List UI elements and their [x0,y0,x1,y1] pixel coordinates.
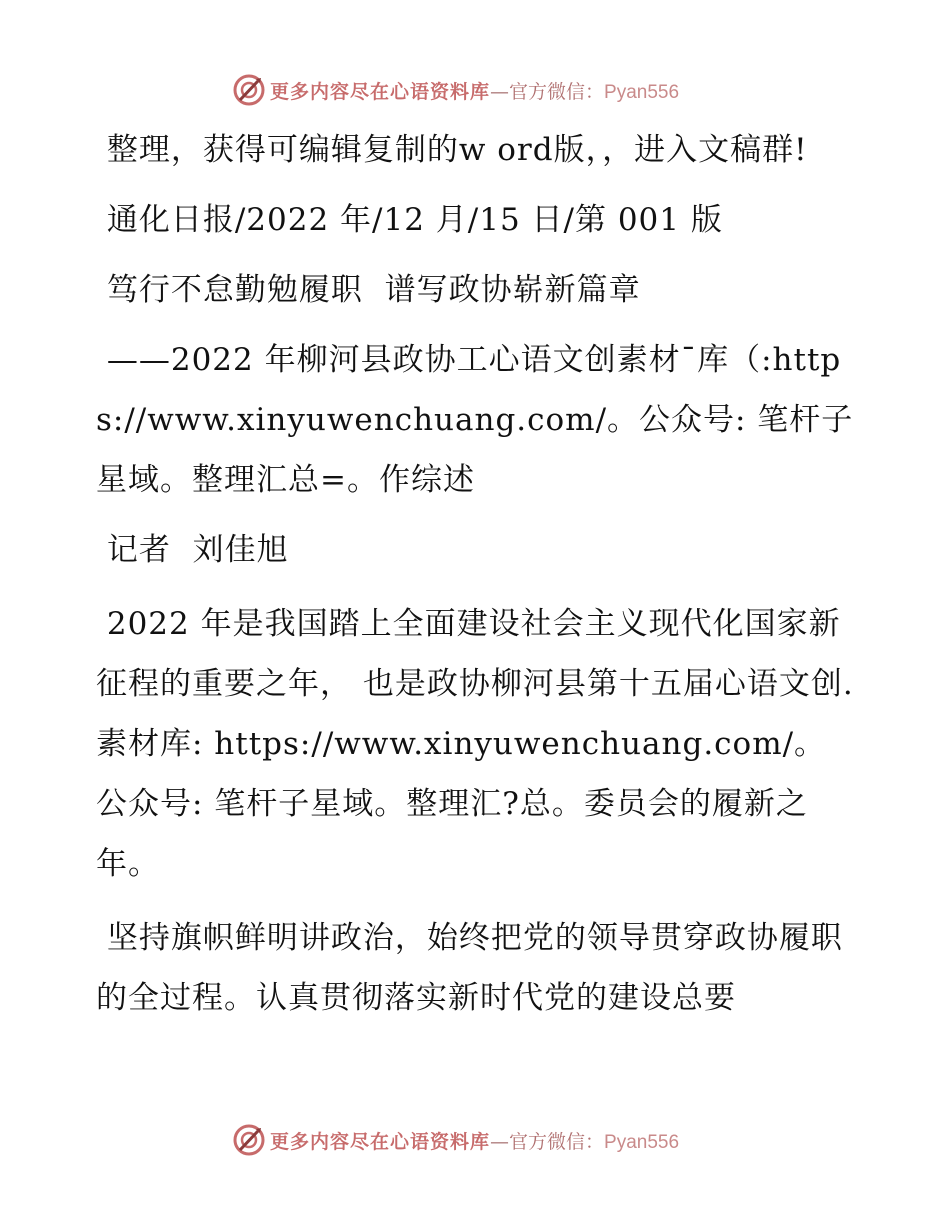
banner-wechat-label: 官方微信： [509,1130,605,1153]
banner-wechat-label: 官方微信： [509,80,605,103]
article-byline: 记者 刘佳旭 [96,532,289,568]
document-body [96,120,856,1028]
article-title: 笃行不怠勤勉履职 谱写政协崭新篇章 [96,272,641,308]
paragraph-body-1: 2022 年是我国踏上全面建设社会主义现代化国家新征程的重要之年， 也是政协柳河县第十五届心语文创.素材库: https://www.xinyuwenchuang.com/。公众号: 笔杆子星域。整理汇?总。委员会的履新之年。 [96,606,854,882]
brand-logo-icon [232,73,266,107]
header-banner [0,70,950,110]
paragraph-source: 通化日报/2022 年/12 月/15 日/第 001 版 [96,202,723,238]
brand-logo-icon [232,1123,266,1157]
banner-wechat-id: Pyan556 [604,81,680,103]
banner-brand-text: 更多内容尽在心语资料库 [270,1130,491,1153]
banner-dash: — [490,80,510,103]
banner-wechat-id: Pyan556 [604,1131,680,1153]
banner-brand-text: 更多内容尽在心语资料库 [270,80,491,103]
banner-dash: — [490,1130,510,1153]
paragraph-body-2: 坚持旗帜鲜明讲政治，始终把党的领导贯穿政协履职的全过程。认真贯彻落实新时代党的建设总要 [96,920,843,1016]
paragraph-intro: 整理，获得可编辑复制的w ord版，，进入文稿群! [96,132,808,168]
footer-banner [0,1120,950,1160]
article-subtitle: ——2022 年柳河县政协工心语文创素材¯库（:https://www.xinyuwenchuang.com/。公众号: 笔杆子星域。整理汇总=。作综述 [96,342,854,498]
